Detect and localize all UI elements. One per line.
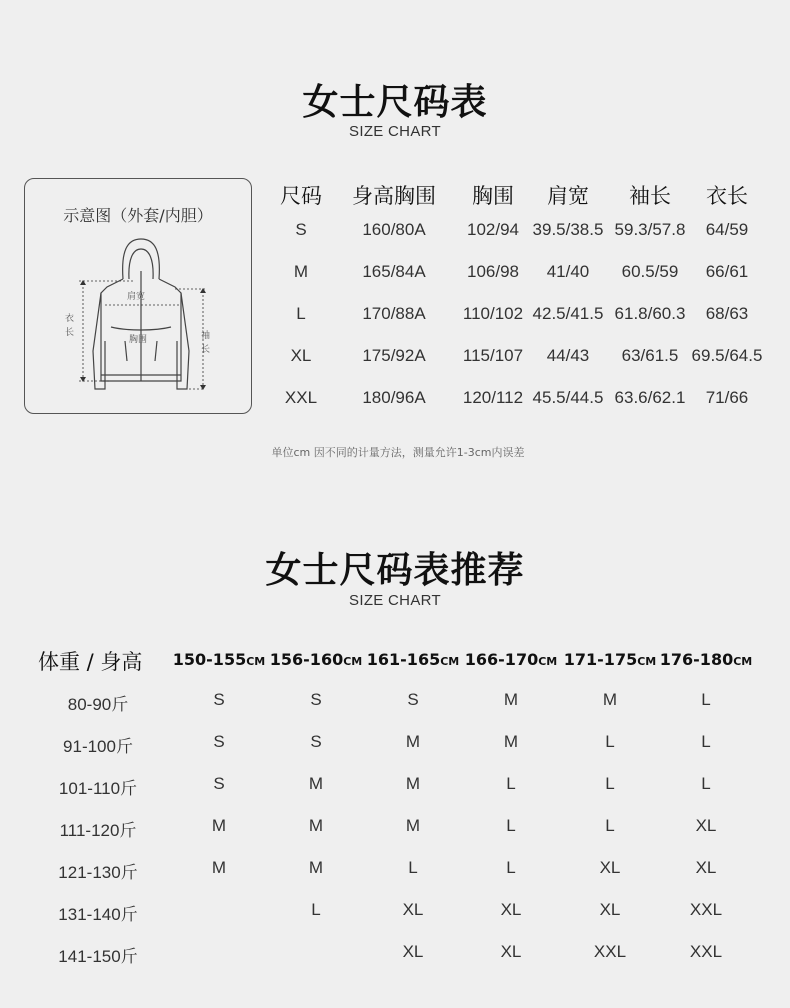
recommended-size-cell: XXL: [689, 942, 723, 961]
chest-cell: 115/107: [462, 346, 524, 365]
height-range: 161-165: [366, 650, 441, 669]
size-cell: S: [295, 220, 307, 239]
recommended-size-cell: XL: [402, 942, 424, 961]
diagram-label-shoulder: 肩宽: [127, 292, 146, 302]
chest-cell: 102/94: [467, 220, 519, 239]
height-chest-cell: 180/96A: [362, 388, 426, 407]
recommended-size-cell: M: [211, 858, 227, 877]
height-chest-cell: 160/80A: [362, 220, 426, 239]
sleeve-cell: 60.5/59: [621, 262, 679, 281]
height-range: 156-160: [269, 650, 344, 669]
recommended-size-cell: L: [311, 900, 321, 919]
shoulder-cell: 44/43: [546, 346, 590, 365]
height-range-header: [459, 650, 563, 669]
weight-range-label: 111-120斤: [59, 821, 137, 840]
size-cell: XXL: [284, 388, 318, 407]
recommended-size-cell: L: [605, 816, 615, 835]
sleeve-header: 袖长: [629, 184, 671, 208]
recommended-size-cell: M: [308, 774, 324, 793]
recommended-size-cell: L: [506, 774, 516, 793]
recommended-size-cell: L: [701, 690, 711, 709]
recommended-size-cell: M: [405, 732, 421, 751]
size-header: 尺码: [280, 184, 322, 208]
recommended-size-cell: M: [405, 774, 421, 793]
weight-range-label: 141-150斤: [58, 947, 138, 966]
height-range: 176-180: [659, 650, 734, 669]
recommended-size-cell: XL: [599, 900, 621, 919]
sleeve-cell: 59.3/57.8: [614, 220, 686, 239]
recommended-size-cell: S: [310, 732, 322, 751]
recommended-size-cell: M: [308, 858, 324, 877]
length-cell: 64/59: [705, 220, 749, 239]
height-chest-cell: 175/92A: [362, 346, 426, 365]
length-cell: 71/66: [705, 388, 749, 407]
weight-range-label: 91-100斤: [63, 737, 133, 756]
height-unit: CM: [440, 655, 460, 668]
recommended-size-cell: XL: [500, 942, 522, 961]
length-cell: 69.5/64.5: [691, 346, 763, 365]
diagram-label-chest: 胸围: [129, 335, 148, 345]
recommended-size-cell: S: [310, 690, 322, 709]
recommended-size-cell: S: [213, 732, 225, 751]
recommended-size-cell: M: [503, 732, 519, 751]
height-range: 166-170: [464, 650, 539, 669]
height-range-header: [167, 650, 271, 669]
height-unit: CM: [733, 655, 753, 668]
recommendation-subtitle: SIZE CHART: [349, 592, 441, 609]
height-unit: CM: [343, 655, 363, 668]
recommended-size-cell: XL: [695, 858, 717, 877]
recommended-size-cell: M: [308, 816, 324, 835]
height-range-header: [654, 650, 758, 669]
weight-range-label: 80-90斤: [67, 695, 129, 714]
length-header: 衣长: [706, 184, 748, 208]
shoulder-cell: 39.5/38.5: [532, 220, 604, 239]
diagram-label-length: 衣长: [65, 314, 75, 338]
recommended-size-cell: L: [701, 732, 711, 751]
recommended-size-cell: M: [503, 690, 519, 709]
measurement-note: 单位cm 因不同的计量方法，测量允许1-3cm内误差: [271, 446, 525, 459]
shoulder-cell: 45.5/44.5: [532, 388, 604, 407]
recommended-size-cell: M: [602, 690, 618, 709]
height-range: 171-175: [563, 650, 638, 669]
recommended-size-cell: L: [605, 774, 615, 793]
weight-range-label: 101-110斤: [58, 779, 138, 798]
height-chest-header: 身高胸围: [352, 184, 436, 208]
length-cell: 68/63: [705, 304, 749, 323]
height-chest-cell: 170/88A: [362, 304, 426, 323]
height-unit: CM: [637, 655, 657, 668]
diagram-caption: 示意图（外套/内胆）: [63, 206, 213, 225]
size-cell: L: [296, 304, 306, 323]
recommended-size-cell: XL: [500, 900, 522, 919]
recommended-size-cell: L: [605, 732, 615, 751]
weight-range-label: 121-130斤: [58, 863, 138, 882]
sleeve-cell: 63/61.5: [621, 346, 679, 365]
chest-cell: 110/102: [462, 304, 524, 323]
recommended-size-cell: XL: [402, 900, 424, 919]
height-range: 150-155: [172, 650, 247, 669]
size-chart-subtitle: SIZE CHART: [349, 123, 441, 140]
recommended-size-cell: S: [213, 690, 225, 709]
shoulder-header: 肩宽: [547, 184, 589, 208]
recommended-size-cell: L: [506, 816, 516, 835]
recommendation-title: 女士尺码表推荐: [265, 550, 525, 591]
size-cell: XL: [290, 346, 312, 365]
recommended-size-cell: S: [213, 774, 225, 793]
weight-height-header: 体重 / 身高: [38, 650, 143, 674]
garment-diagram: [24, 178, 252, 414]
recommended-size-cell: L: [506, 858, 516, 877]
length-cell: 66/61: [705, 262, 749, 281]
height-chest-cell: 165/84A: [362, 262, 426, 281]
diagram-label-sleeve: 袖长: [201, 331, 211, 355]
weight-range-label: 131-140斤: [58, 905, 138, 924]
size-cell: M: [293, 262, 309, 281]
chest-header: 胸围: [472, 184, 514, 208]
recommended-size-cell: L: [408, 858, 418, 877]
recommended-size-cell: XXL: [689, 900, 723, 919]
shoulder-cell: 41/40: [546, 262, 590, 281]
height-range-header: [361, 650, 465, 669]
chest-cell: 106/98: [467, 262, 519, 281]
recommended-size-cell: M: [405, 816, 421, 835]
recommended-size-cell: XL: [695, 816, 717, 835]
recommended-size-cell: XXL: [593, 942, 627, 961]
height-range-header: [558, 650, 662, 669]
recommended-size-cell: M: [211, 816, 227, 835]
chest-cell: 120/112: [462, 388, 524, 407]
recommended-size-cell: L: [701, 774, 711, 793]
size-chart-title: 女士尺码表: [302, 82, 488, 123]
recommended-size-cell: S: [407, 690, 419, 709]
shoulder-cell: 42.5/41.5: [532, 304, 604, 323]
height-unit: CM: [246, 655, 266, 668]
height-range-header: [264, 650, 368, 669]
height-unit: CM: [538, 655, 558, 668]
sleeve-cell: 63.6/62.1: [614, 388, 686, 407]
recommended-size-cell: XL: [599, 858, 621, 877]
sleeve-cell: 61.8/60.3: [614, 304, 686, 323]
